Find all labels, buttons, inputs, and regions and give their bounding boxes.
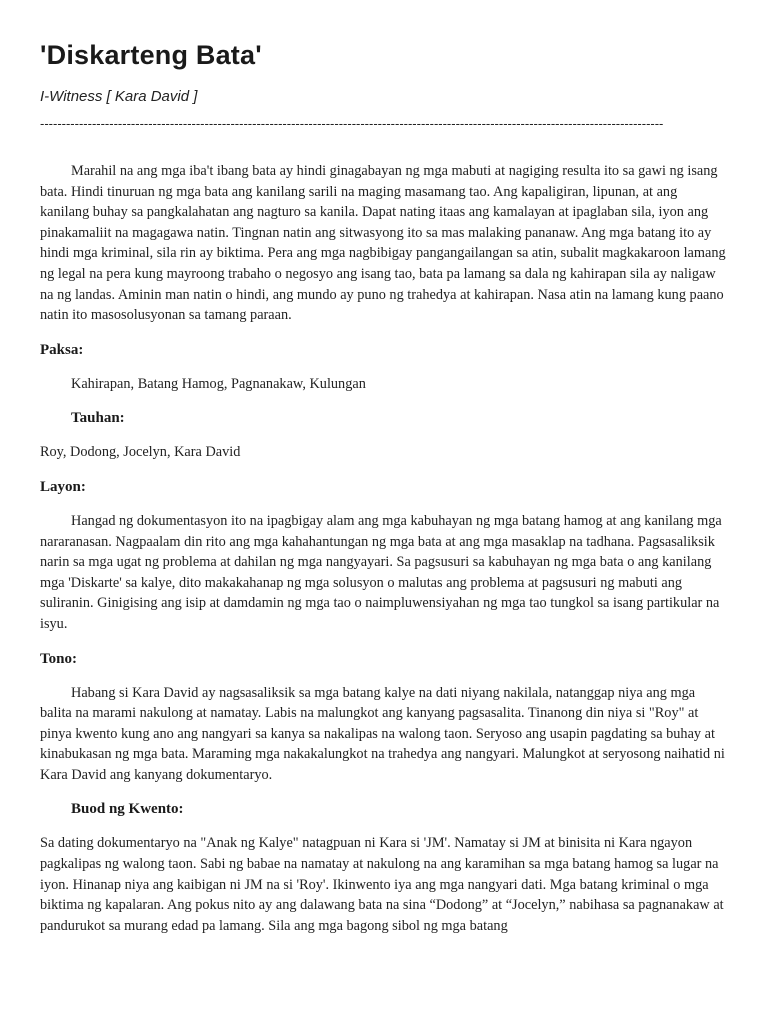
dashed-divider: ------------------------------------------------------------------------------------------------------------------------------------------------ (40, 116, 664, 131)
buod-heading: Buod ng Kwento: (71, 801, 184, 818)
tono-heading: Tono: (40, 650, 77, 667)
document-subtitle: I-Witness [ Kara David ] (40, 88, 198, 105)
document-title: 'Diskarteng Bata' (40, 40, 262, 70)
intro-paragraph: Marahil na ang mga iba't ibang bata ay hindi ginagabayan ng mga mabuti at nagiging resulta ito sa gawi ng isang bata. Hindi tinuruan ng mga bata ang kanilang sarili na maging masamang tao. Ang kapaligiran, lipunan, at ang kanilang buhay sa pangkalahatan ang nagturo sa kanila. Dapat nating itaas ang kamalayan at ipaglaban sila, iyon ang pinakamaliit na magagawa natin. Tingnan natin ang sitwasyong ito sa mas malaking pananaw. Ang mga batang ito ay hindi mga kriminal, sila rin ay biktima. Pera ang mga nagbibigay pangangailangan sa atin, subalit magkakaroon lamang ng legal na pera kung mayroong trabaho o negosyo ang isang tao, bata pa lamang sa dala ng kahirapan sila ay naligaw na ng landas. Aminin man natin o hindi, ang mundo ay puno ng trahedya at kahirapan. Nasa atin na lamang kung paano natin ito masosolusyonan sa tamang paraan. (40, 163, 726, 324)
paksa-heading: Paksa: (40, 341, 84, 358)
buod-paragraph: Sa dating dokumentaryo na "Anak ng Kalye" natagpuan ni Kara si 'JM'. Namatay si JM at binisita ni Kara ngayon pagkalipas ng walong taon. Sabi ng babae na namatay at nakulong na ang karamihan sa mga batang hamog sa lugar na iyon. Hinanap niya ang kaibigan ni JM na si 'Roy'. Ikinwento iya ang mga nangyari dati. Mga batang kriminal o mga biktima ng kapalaran. Ang pokus nito ay ang dalawang bata na sina “Dodong” at “Jocelyn,” nabihasa sa pagnanakaw at pandurukot sa murang edad pa lamang. Sila ang mga bagong sibol ng mga batang (40, 835, 724, 934)
tauhan-text: Roy, Dodong, Jocelyn, Kara David (40, 444, 241, 461)
tauhan-heading: Tauhan: (71, 410, 125, 427)
tono-paragraph: Habang si Kara David ay nagsasaliksik sa mga batang kalye na dati niyang nakilala, natanggap niya ang mga balita na marami nakulong at namatay. Labis na malungkot ang kanyang pagsasalita. Tinanong din niya si "Roy" at pinya kwento kung ano ang nangyari sa kanya sa nakalipas na walong taon. Seryoso ang usapin pagdating sa buhay at kinabukasan ng mga bata. Maraming mga nakakalungkot na trahedya ang nangyari. Malungkot at seryosong naihatid ni Kara David ang kanyang dokumentaryo. (40, 684, 725, 783)
paksa-text: Kahirapan, Batang Hamog, Pagnanakaw, Kulungan (71, 375, 366, 392)
document-page (40, 38, 730, 936)
layon-paragraph: Hangad ng dokumentasyon ito na ipagbigay alam ang mga kabuhayan ng mga batang hamog at ang kanilang mga nararanasan. Nagpaalam din rito ang mga kahahantungan ng mga bata at ang mga masaklap na tadhana. Pagsasaliksik narin sa mga ugat ng problema at dahilan ng mga nangyayari. Sa pagsusuri sa kabuhayan ng mga bata o ang kanilang mga 'Diskarte' sa kalye, dito makakahanap ng mga solusyon o malutas ang problema at pagsusuri ng mabuti ang suliranin. Ginigising ang isip at damdamin ng mga tao o naimpluwensiyahan ng mga tao tungkol sa isang partikular na isyu. (40, 512, 722, 632)
layon-heading: Layon: (40, 478, 86, 495)
